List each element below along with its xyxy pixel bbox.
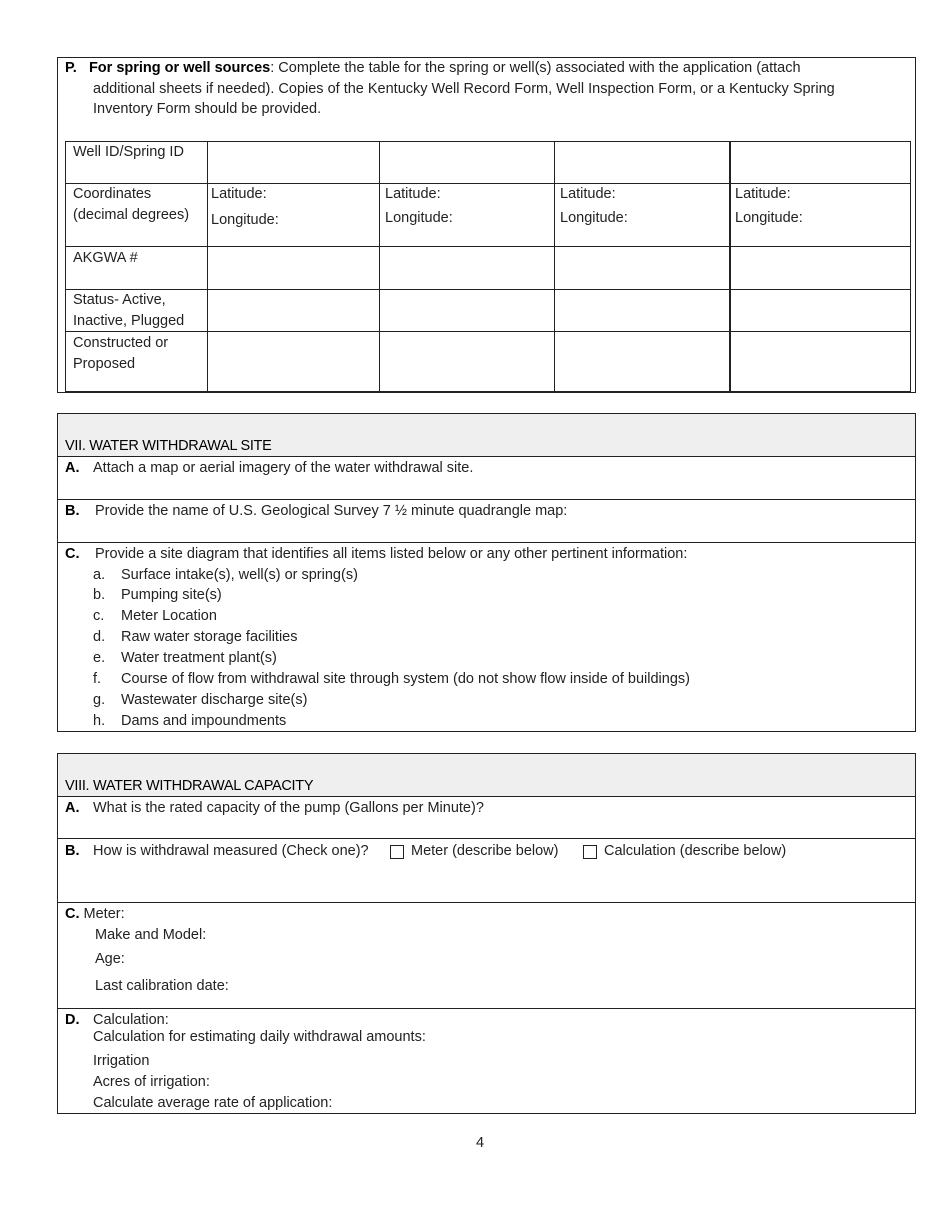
section-vii-title: VII. WATER WITHDRAWAL SITE	[65, 438, 272, 454]
section-viii-rule	[57, 796, 916, 797]
akgwa-cell[interactable]	[731, 247, 910, 288]
constructed-cell[interactable]	[731, 332, 910, 391]
section-vii-a-letter: A.	[65, 460, 80, 476]
row-label-coordinates-units: (decimal degrees)	[73, 207, 190, 223]
section-viii-title: VIII. WATER WITHDRAWAL CAPACITY	[65, 778, 314, 794]
longitude-label: Longitude:	[735, 210, 803, 226]
list-item: Pumping site(s)	[121, 587, 222, 603]
akgwa-cell[interactable]	[380, 247, 553, 288]
latitude-label: Latitude:	[211, 186, 267, 202]
calculation-option-label: Calculation (describe below)	[604, 843, 787, 859]
meter-make-model-label: Make and Model:	[95, 927, 207, 943]
irrigation-label: Irrigation	[93, 1053, 150, 1069]
section-vii-c-text: Provide a site diagram that identifies all items listed below or any other pertinent information:	[95, 546, 688, 562]
row-label-constructed: Constructed or	[73, 335, 169, 351]
row-label-akgwa: AKGWA #	[73, 250, 138, 266]
section-viii-c-label: Meter:	[83, 906, 125, 922]
list-item-letter: c.	[93, 608, 105, 624]
well-id-cell[interactable]	[555, 142, 728, 182]
meter-age-label: Age:	[95, 951, 125, 967]
list-item: Meter Location	[121, 608, 217, 624]
section-p-text-1: : Complete the table for the spring or well(s) associated with the application (attach	[270, 60, 801, 76]
section-viii-d-letter: D.	[65, 1012, 80, 1028]
section-vii-rule	[57, 456, 916, 457]
status-cell[interactable]	[555, 290, 728, 330]
section-vii-rule	[57, 499, 916, 500]
page-number: 4	[476, 1135, 485, 1151]
list-item-letter: b.	[93, 587, 106, 603]
longitude-label: Longitude:	[211, 212, 279, 228]
well-id-cell[interactable]	[731, 142, 910, 182]
status-cell[interactable]	[731, 290, 910, 330]
status-cell[interactable]	[208, 290, 378, 330]
average-rate-label: Calculate average rate of application:	[93, 1095, 333, 1111]
section-vii-b-letter: B.	[65, 503, 80, 519]
list-item-letter: f.	[93, 671, 102, 687]
row-label-status-options: Inactive, Plugged	[73, 313, 185, 329]
section-viii-a-text: What is the rated capacity of the pump (Gallons per Minute)?	[93, 800, 484, 816]
row-label-status: Status- Active,	[73, 292, 166, 308]
list-item-letter: e.	[93, 650, 106, 666]
list-item: Wastewater discharge site(s)	[121, 692, 308, 708]
latitude-label: Latitude:	[560, 186, 616, 202]
section-viii-c-letter: C.	[65, 906, 80, 922]
list-item: Raw water storage facilities	[121, 629, 298, 645]
section-vii-rule	[57, 542, 916, 543]
section-viii-b-letter: B.	[65, 843, 80, 859]
list-item: Dams and impoundments	[121, 713, 287, 729]
list-item-letter: g.	[93, 692, 106, 708]
section-p-heading	[65, 59, 801, 77]
section-viii-rule	[57, 902, 916, 903]
list-item-letter: d.	[93, 629, 106, 645]
section-p-lead: For spring or well sources	[88, 60, 271, 76]
section-viii-a-letter: A.	[65, 800, 80, 816]
list-item: Course of flow from withdrawal site through system (do not show flow inside of buildings)	[121, 671, 690, 687]
list-item-letter: a.	[93, 567, 106, 583]
latitude-label: Latitude:	[735, 186, 791, 202]
constructed-cell[interactable]	[555, 332, 728, 391]
meter-last-calibration-label: Last calibration date:	[95, 978, 229, 994]
section-viii-rule	[57, 1008, 916, 1009]
well-table-rule	[65, 183, 911, 184]
row-label-coordinates: Coordinates	[73, 186, 152, 202]
meter-checkbox[interactable]	[390, 845, 404, 859]
calculation-checkbox[interactable]	[583, 845, 597, 859]
meter-option-label: Meter (describe below)	[411, 843, 559, 859]
section-viii-c	[65, 905, 125, 923]
akgwa-cell[interactable]	[555, 247, 728, 288]
section-vii-b-text: Provide the name of U.S. Geological Survey 7 ½ minute quadrangle map:	[95, 503, 568, 519]
list-item: Surface intake(s), well(s) or spring(s)	[121, 567, 358, 583]
section-viii-b-text: How is withdrawal measured (Check one)?	[93, 843, 369, 859]
section-p-text-2: additional sheets if needed). Copies of the Kentucky Well Record Form, Well Inspection Form, or a Kentucky Spring	[93, 81, 835, 97]
section-vii-a-text: Attach a map or aerial imagery of the water withdrawal site.	[93, 460, 474, 476]
row-label-well-id: Well ID/Spring ID	[73, 144, 184, 160]
longitude-label: Longitude:	[560, 210, 628, 226]
well-id-cell[interactable]	[208, 142, 378, 182]
longitude-label: Longitude:	[385, 210, 453, 226]
section-viii-rule	[57, 838, 916, 839]
section-p-letter: P.	[65, 60, 77, 76]
row-label-constructed-2: Proposed	[73, 356, 136, 372]
section-p-text-3: Inventory Form should be provided.	[93, 101, 322, 117]
section-viii-d-label: Calculation:	[93, 1012, 169, 1028]
akgwa-cell[interactable]	[208, 247, 378, 288]
constructed-cell[interactable]	[380, 332, 553, 391]
status-cell[interactable]	[380, 290, 553, 330]
calculation-daily-label: Calculation for estimating daily withdrawal amounts:	[93, 1029, 426, 1045]
list-item: Water treatment plant(s)	[121, 650, 277, 666]
constructed-cell[interactable]	[208, 332, 378, 391]
section-vii-c-letter: C.	[65, 546, 80, 562]
well-id-cell[interactable]	[380, 142, 553, 182]
list-item-letter: h.	[93, 713, 106, 729]
acres-irrigation-label: Acres of irrigation:	[93, 1074, 210, 1090]
latitude-label: Latitude:	[385, 186, 441, 202]
